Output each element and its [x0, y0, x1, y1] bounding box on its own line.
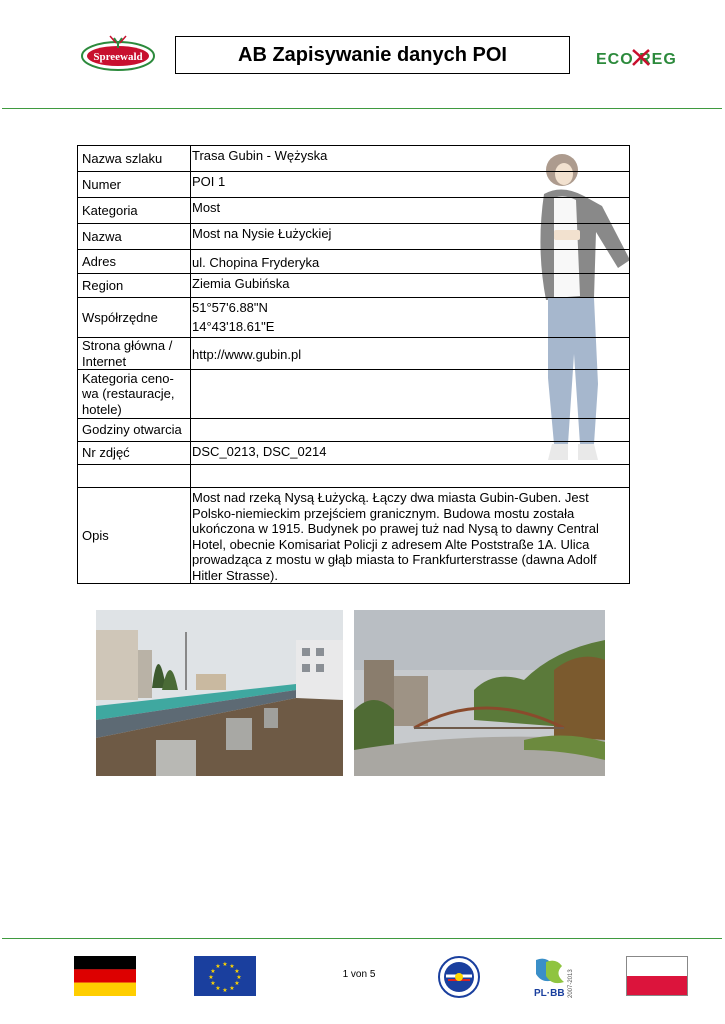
longitude-value: 14°43'18.61"E [192, 319, 275, 334]
spreewald-logo [80, 34, 156, 74]
table-row [78, 250, 630, 274]
row-value [191, 370, 630, 419]
row-label: Opis [78, 488, 191, 584]
row-label: Kategoria [78, 198, 191, 224]
svg-text:★: ★ [222, 961, 228, 968]
svg-text:★: ★ [215, 963, 221, 970]
description-value: Most nad rzeką Nysą Łużycką. Łączy dwa miasta Gubin-Guben. Jest Polsko-niemieckim przejściem granicznym. Budowa mostu została ukończona w 1915. Budynek po prawej tuż nad Nysą to dawny Central Hotel, obecnie Komisariat Policji z adresem Alte Poststraße 1A. Ulica prowadząca z mostu w głąb miasta to Frankfurterstrasse (dawna Adolf Hitler Strasse). [191, 488, 630, 584]
row-label: Nazwa [78, 224, 191, 250]
row-value: Most [191, 198, 630, 224]
table-row [78, 198, 630, 224]
latitude-value: 51°57'6.88"N [192, 300, 268, 315]
row-value [191, 465, 630, 488]
table-row [78, 298, 630, 338]
svg-text:★: ★ [210, 968, 216, 975]
table-row [78, 224, 630, 250]
row-label: Strona główna / Internet [78, 338, 191, 370]
pl-bb-program-logo [532, 954, 578, 1000]
svg-text:★: ★ [229, 963, 235, 970]
row-value: Ziemia Gubińska [191, 274, 630, 298]
poland-flag-icon [626, 956, 688, 996]
svg-text:★: ★ [234, 968, 240, 975]
bridge-photo-1 [96, 610, 343, 776]
table-row [78, 370, 630, 419]
svg-text:★: ★ [229, 985, 235, 992]
poi-data-table [77, 145, 630, 584]
row-label: Nazwa szlaku [78, 146, 191, 172]
plbb-label: PL·BB [534, 988, 565, 999]
table-row [78, 146, 630, 172]
table-row [78, 488, 630, 584]
table-row [78, 442, 630, 465]
svg-text:★: ★ [210, 980, 216, 987]
row-value: ul. Chopina Fryderyka [191, 250, 630, 274]
table-row [78, 465, 630, 488]
svg-text:★: ★ [234, 980, 240, 987]
germany-flag-icon [74, 956, 136, 996]
header-divider [2, 108, 722, 109]
svg-text:★: ★ [236, 974, 242, 981]
row-label: Godziny otwarcia [78, 419, 191, 442]
table-row [78, 274, 630, 298]
row-value [191, 419, 630, 442]
row-value: Most na Nysie Łużyckiej [191, 224, 630, 250]
row-value: Trasa Gubin - Wężyska [191, 146, 630, 172]
svg-text:★: ★ [208, 974, 214, 981]
eu-flag-icon [194, 956, 256, 996]
table-row [78, 419, 630, 442]
row-label [78, 465, 191, 488]
row-value: DSC_0213, DSC_0214 [191, 442, 630, 465]
ecoreg-logo-text: ECO REG [596, 51, 677, 68]
row-label: Region [78, 274, 191, 298]
footer-divider [2, 938, 722, 939]
row-label: Numer [78, 172, 191, 198]
website-link[interactable]: http://www.gubin.pl [191, 338, 630, 370]
euroregion-seal-icon [438, 956, 480, 998]
svg-text:★: ★ [222, 987, 228, 994]
row-label: Współrzędne [78, 298, 191, 338]
row-label: Adres [78, 250, 191, 274]
bridge-photo-2 [354, 610, 605, 776]
page-title: AB Zapisywanie danych POI [175, 36, 570, 74]
svg-text:★: ★ [215, 985, 221, 992]
ecoreg-logo [596, 46, 692, 70]
page-number: 1 von 5 [342, 969, 376, 980]
table-row [78, 172, 630, 198]
row-label: Kategoria ceno-wa (restauracje, hotele) [78, 370, 191, 419]
row-value: POI 1 [191, 172, 630, 198]
table-row [78, 338, 630, 370]
plbb-years: 2007-2013 [568, 969, 574, 998]
row-label: Nr zdjęć [78, 442, 191, 465]
coordinates-value [191, 298, 630, 338]
spreewald-logo-text: Spreewald [93, 51, 143, 63]
